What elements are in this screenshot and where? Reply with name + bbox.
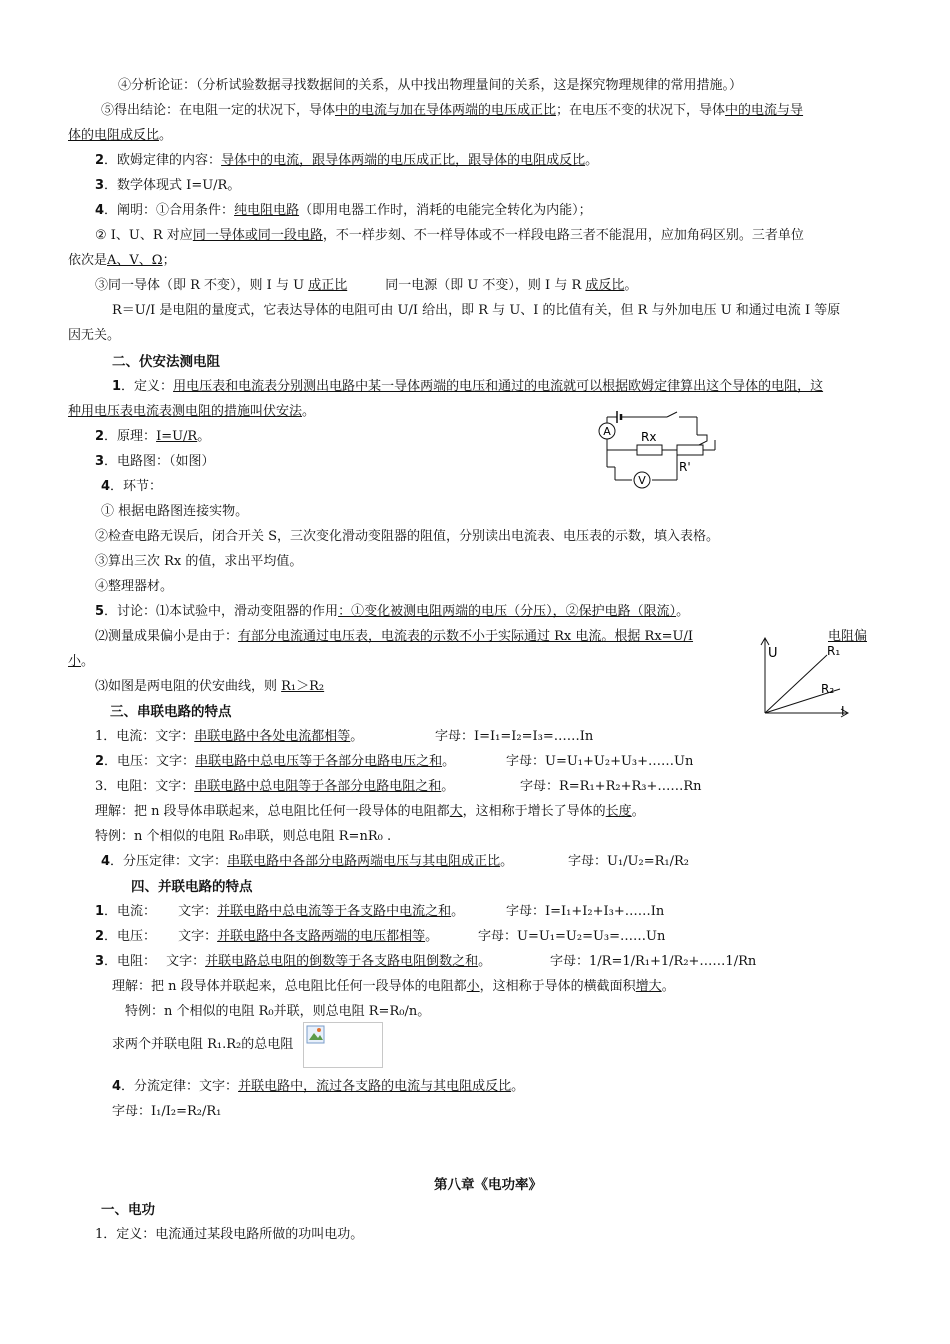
text: 。 bbox=[442, 754, 456, 769]
r1-line bbox=[765, 655, 827, 713]
item-number: 3 bbox=[95, 454, 105, 469]
text: 。 bbox=[81, 654, 95, 669]
text: 。 bbox=[661, 979, 675, 994]
item-number: 3 bbox=[95, 954, 105, 969]
underlined-text: 小 bbox=[68, 654, 82, 669]
text: 特例：n 个相似的电阻 R₀串联，则总电阻 R=nR₀ . bbox=[95, 829, 392, 844]
text: 字母：U=U₁=U₂=U₃=……Un bbox=[478, 929, 666, 944]
text-line bbox=[95, 803, 645, 821]
text: ．电阻： bbox=[104, 954, 157, 969]
text: ；在电压不变的状况下，导体 bbox=[556, 103, 726, 118]
text: ； bbox=[162, 253, 176, 268]
underlined-text: A、V、Ω bbox=[107, 253, 163, 268]
text-line bbox=[101, 102, 803, 120]
item-number: 2 bbox=[95, 754, 105, 769]
chapter-title: 第八章《电功率》 bbox=[434, 1177, 542, 1193]
text-line bbox=[68, 653, 94, 671]
text: ⑵测量成果偏小是由于： bbox=[95, 629, 239, 644]
text: R＝U/I 是电阻的量度式，它表达导体的电阻可由 U/I 给出，即 R 与 U、I 的比值有关，但 R 与外加电压 U 和通过电流 I 等原 bbox=[112, 303, 841, 318]
text: 理解：把 n 段导体串联起来，总电阻比任何一段导体的电阻都 bbox=[95, 804, 450, 819]
underlined-text: 小 bbox=[466, 979, 480, 994]
underlined-text: ：①变化被测电阻两端的电压（分压），②保护电路（限流） bbox=[338, 604, 677, 619]
underlined-text: 串联电路中总电压等于各部分电路电压之和 bbox=[195, 754, 443, 769]
underlined-text: 并联电路中，流过各支路的电流与其电阻成反比 bbox=[238, 1079, 512, 1094]
text-line bbox=[568, 853, 689, 871]
text-line bbox=[112, 978, 675, 996]
text: ⑶如图是两电阻的伏安曲线，则 bbox=[95, 679, 282, 694]
text: ③同一导体（即 R 不变），则 I 与 U bbox=[95, 278, 309, 293]
underlined-text: 纯电阻电路 bbox=[234, 203, 300, 218]
underlined-text: 电阻偏 bbox=[828, 629, 868, 644]
underlined-text: 中的电流与加在导体两端的电压成正比 bbox=[335, 103, 557, 118]
text: 字母：1/R=1/R₁+1/R₂+……1/Rn bbox=[550, 954, 757, 969]
text-line bbox=[95, 1226, 363, 1244]
text: 字母：I₁/I₂=R₂/R₁ bbox=[112, 1104, 222, 1119]
text-line bbox=[95, 202, 592, 220]
text-line bbox=[95, 928, 438, 946]
text-line bbox=[95, 553, 302, 571]
text-line bbox=[101, 503, 248, 521]
text-line bbox=[520, 778, 702, 796]
underlined-text: 并联电路中各支路两端的电压都相等 bbox=[217, 929, 426, 944]
broken-image-icon bbox=[306, 1025, 326, 1045]
text-line bbox=[112, 378, 823, 396]
item-number: 2 bbox=[95, 929, 105, 944]
text: ．电压： bbox=[104, 929, 157, 944]
text: ．分流定律：文字： bbox=[121, 1079, 239, 1094]
text-line bbox=[95, 728, 363, 746]
text: 字母：I=I₁+I₂+I₃+……In bbox=[506, 904, 665, 919]
section-heading: 三、串联电路的特点 bbox=[110, 704, 232, 720]
text-line bbox=[112, 302, 840, 320]
text: ．电流： bbox=[104, 904, 157, 919]
text: 。 bbox=[676, 604, 690, 619]
r1-label: R₁ bbox=[827, 644, 841, 658]
text: ② I、U、R 对应 bbox=[95, 228, 193, 243]
text: 。 bbox=[511, 1079, 525, 1094]
item-number: 2 bbox=[95, 429, 105, 444]
text-line bbox=[95, 628, 693, 646]
text: 文字： bbox=[166, 954, 206, 969]
text-line bbox=[95, 177, 240, 195]
r2-label: R₂ bbox=[821, 682, 835, 696]
text-line bbox=[550, 953, 756, 971]
text: ① 根据电路图连接实物。 bbox=[101, 504, 249, 519]
text: 。 bbox=[451, 904, 465, 919]
underlined-text: I=U/R bbox=[156, 429, 198, 444]
text: ④分析论证：（分析试验数据寻找数据间的关系，从中找出物理量间的关系，这是探究物理规律的常用措施。） bbox=[118, 78, 743, 93]
underlined-text: 同一导体或同一段电路 bbox=[192, 228, 323, 243]
underlined-text: 长度 bbox=[605, 804, 632, 819]
underlined-text: 体的电阻成反比 bbox=[68, 128, 160, 143]
voltmeter-label: V bbox=[638, 474, 646, 487]
section-heading: 二、伏安法测电阻 bbox=[112, 354, 220, 370]
item-number: 4 bbox=[95, 203, 105, 218]
underlined-text: 增大 bbox=[635, 979, 662, 994]
item-number: 3 bbox=[95, 178, 105, 193]
underlined-text: 串联电路中总电阻等于各部分电路电阻之和 bbox=[194, 779, 442, 794]
circuit-diagram bbox=[595, 405, 720, 495]
underlined-text: 串联电路中各处电流都相等 bbox=[194, 729, 351, 744]
text-line bbox=[95, 578, 173, 596]
text: ．电压：文字： bbox=[104, 754, 196, 769]
underlined-text: 并联电路中总电流等于各支路中电流之和 bbox=[217, 904, 452, 919]
text-line bbox=[125, 1003, 430, 1021]
text: ③算出三次 Rx 的值，求出平均值。 bbox=[95, 554, 303, 569]
text: ⑤得出结论：在电阻一定的状况下，导体 bbox=[101, 103, 336, 118]
text-line bbox=[95, 152, 598, 170]
text-line bbox=[435, 728, 593, 746]
text: 字母：U₁/U₂=R₁/R₂ bbox=[568, 854, 689, 869]
underlined-text: 成反比 bbox=[585, 278, 625, 293]
text: ．讨论：⑴本试验中，滑动变阻器的作用 bbox=[104, 604, 339, 619]
item-number: 2 bbox=[95, 153, 105, 168]
section-heading: 一、电功 bbox=[101, 1202, 155, 1218]
text: 。 bbox=[478, 954, 492, 969]
text-line bbox=[506, 903, 664, 921]
text: ②检查电路无误后，闭合开关 S，三次变化滑动变阻器的阻值，分别读出电流表、电压表的示数，填入表格。 bbox=[95, 529, 720, 544]
rheostat-label: R' bbox=[679, 460, 691, 474]
text-line bbox=[95, 678, 324, 696]
x-axis-label: I bbox=[841, 704, 845, 718]
text: ④整理器材。 bbox=[95, 579, 174, 594]
resistor-label: Rx bbox=[641, 430, 657, 444]
text: 。 bbox=[302, 404, 316, 419]
text: ，不一样步刻、不一样导体或不一样段电路三者不能混用，应加角码区别。三者单位 bbox=[322, 228, 804, 243]
text: ．阐明：①合用条件： bbox=[104, 203, 235, 218]
text-line bbox=[95, 428, 210, 446]
text: ．环节： bbox=[110, 479, 163, 494]
underlined-text: 有部分电流通过电压表，电流表的示数不小于实际通过 Rx 电流。根据 Rx=U/I bbox=[238, 629, 694, 644]
underlined-text: 种用电压表电流表测电阻的措施叫伏安法 bbox=[68, 404, 303, 419]
item-number: 4 bbox=[101, 854, 111, 869]
text-line bbox=[95, 828, 391, 846]
text: 1．定义：电流通过某段电路所做的功叫电功。 bbox=[95, 1227, 364, 1242]
text: （即用电器工作时，消耗的电能完全转化为内能）； bbox=[299, 203, 592, 218]
text: 。 bbox=[425, 929, 439, 944]
text: 字母：R=R₁+R₂+R₃+……Rn bbox=[520, 779, 702, 794]
underlined-text: 用电压表和电流表分别测出电路中某一导体两端的电压和通过的电流就可以根据欧姆定律算出这个导体的电阻，这 bbox=[173, 379, 824, 394]
text: 同一电源（即 U 不变），则 I 与 R bbox=[385, 278, 586, 293]
text: 字母：U=U₁+U₂+U₃+……Un bbox=[506, 754, 694, 769]
text: ．分压定律：文字： bbox=[110, 854, 228, 869]
text: 3．电阻：文字： bbox=[95, 779, 195, 794]
underlined-text: 成正比 bbox=[308, 278, 348, 293]
text: ，这相称于导体的横截面积 bbox=[479, 979, 636, 994]
underlined-text: 并联电路总电阻的倒数等于各支路电阻倒数之和 bbox=[205, 954, 479, 969]
text-line bbox=[112, 1103, 221, 1121]
text: ．数学体现式 I=U/R。 bbox=[104, 178, 241, 193]
text-line bbox=[112, 1036, 293, 1054]
text: 。 bbox=[624, 278, 638, 293]
text: 因无关。 bbox=[68, 328, 121, 343]
ui-graph bbox=[755, 635, 855, 720]
text-line bbox=[95, 227, 804, 245]
text: ．欧姆定律的内容： bbox=[104, 153, 222, 168]
ammeter-label: A bbox=[603, 425, 611, 438]
text: ，这相称于增长了导体的 bbox=[462, 804, 606, 819]
text: 文字： bbox=[178, 929, 218, 944]
text: ．定义： bbox=[121, 379, 174, 394]
text-line bbox=[95, 528, 719, 546]
text: 。 bbox=[631, 804, 645, 819]
formula-image-placeholder bbox=[303, 1022, 383, 1068]
text: 依次是 bbox=[68, 253, 108, 268]
text-line bbox=[101, 853, 513, 871]
text: 。 bbox=[500, 854, 514, 869]
text: 特例：n 个相似的电阻 R₀并联，则总电阻 R=R₀/n。 bbox=[125, 1004, 431, 1019]
item-number: 1 bbox=[112, 379, 122, 394]
text-line bbox=[68, 252, 176, 270]
text: 理解：把 n 段导体并联起来，总电阻比任何一段导体的电阻都 bbox=[112, 979, 467, 994]
text-line bbox=[95, 778, 454, 796]
text: 。 bbox=[159, 128, 173, 143]
text-line bbox=[95, 603, 689, 621]
item-number: 4 bbox=[101, 479, 111, 494]
item-number: 5 bbox=[95, 604, 105, 619]
text: 。 bbox=[350, 729, 364, 744]
text-line bbox=[68, 127, 172, 145]
text-line bbox=[478, 928, 665, 946]
text: 。 bbox=[441, 779, 455, 794]
item-number: 4 bbox=[112, 1079, 122, 1094]
text-line bbox=[95, 753, 455, 771]
section-heading: 四、并联电路的特点 bbox=[131, 879, 253, 895]
text: 文字： bbox=[178, 904, 218, 919]
text-line bbox=[68, 327, 120, 345]
item-number: 1 bbox=[95, 904, 105, 919]
text-line bbox=[95, 953, 491, 971]
text-line bbox=[118, 77, 742, 95]
underlined-text: 导体中的电流，跟导体两端的电压成正比，跟导体的电阻成反比 bbox=[221, 153, 586, 168]
text: 。 bbox=[585, 153, 599, 168]
underlined-text: 中的电流与导 bbox=[725, 103, 804, 118]
text-line bbox=[95, 453, 215, 471]
text-line bbox=[112, 1078, 524, 1096]
text: ．电路图：（如图） bbox=[104, 454, 215, 469]
text-line bbox=[101, 478, 162, 496]
text: ．原理： bbox=[104, 429, 157, 444]
text-line bbox=[68, 403, 315, 421]
text: 求两个并联电阻 R₁.R₂的总电阻 bbox=[112, 1037, 294, 1052]
underlined-text: 串联电路中各部分电路两端电压与其电阻成正比 bbox=[227, 854, 501, 869]
text: 1．电流：文字： bbox=[95, 729, 195, 744]
text-line bbox=[95, 277, 637, 295]
text: 字母：I=I₁=I₂=I₃=……In bbox=[435, 729, 594, 744]
text-line bbox=[95, 903, 464, 921]
text-line bbox=[506, 753, 693, 771]
underlined-text: R₁＞R₂ bbox=[281, 679, 325, 694]
underlined-text: 大 bbox=[449, 804, 463, 819]
text: 。 bbox=[197, 429, 211, 444]
y-axis-label: U bbox=[768, 646, 778, 661]
